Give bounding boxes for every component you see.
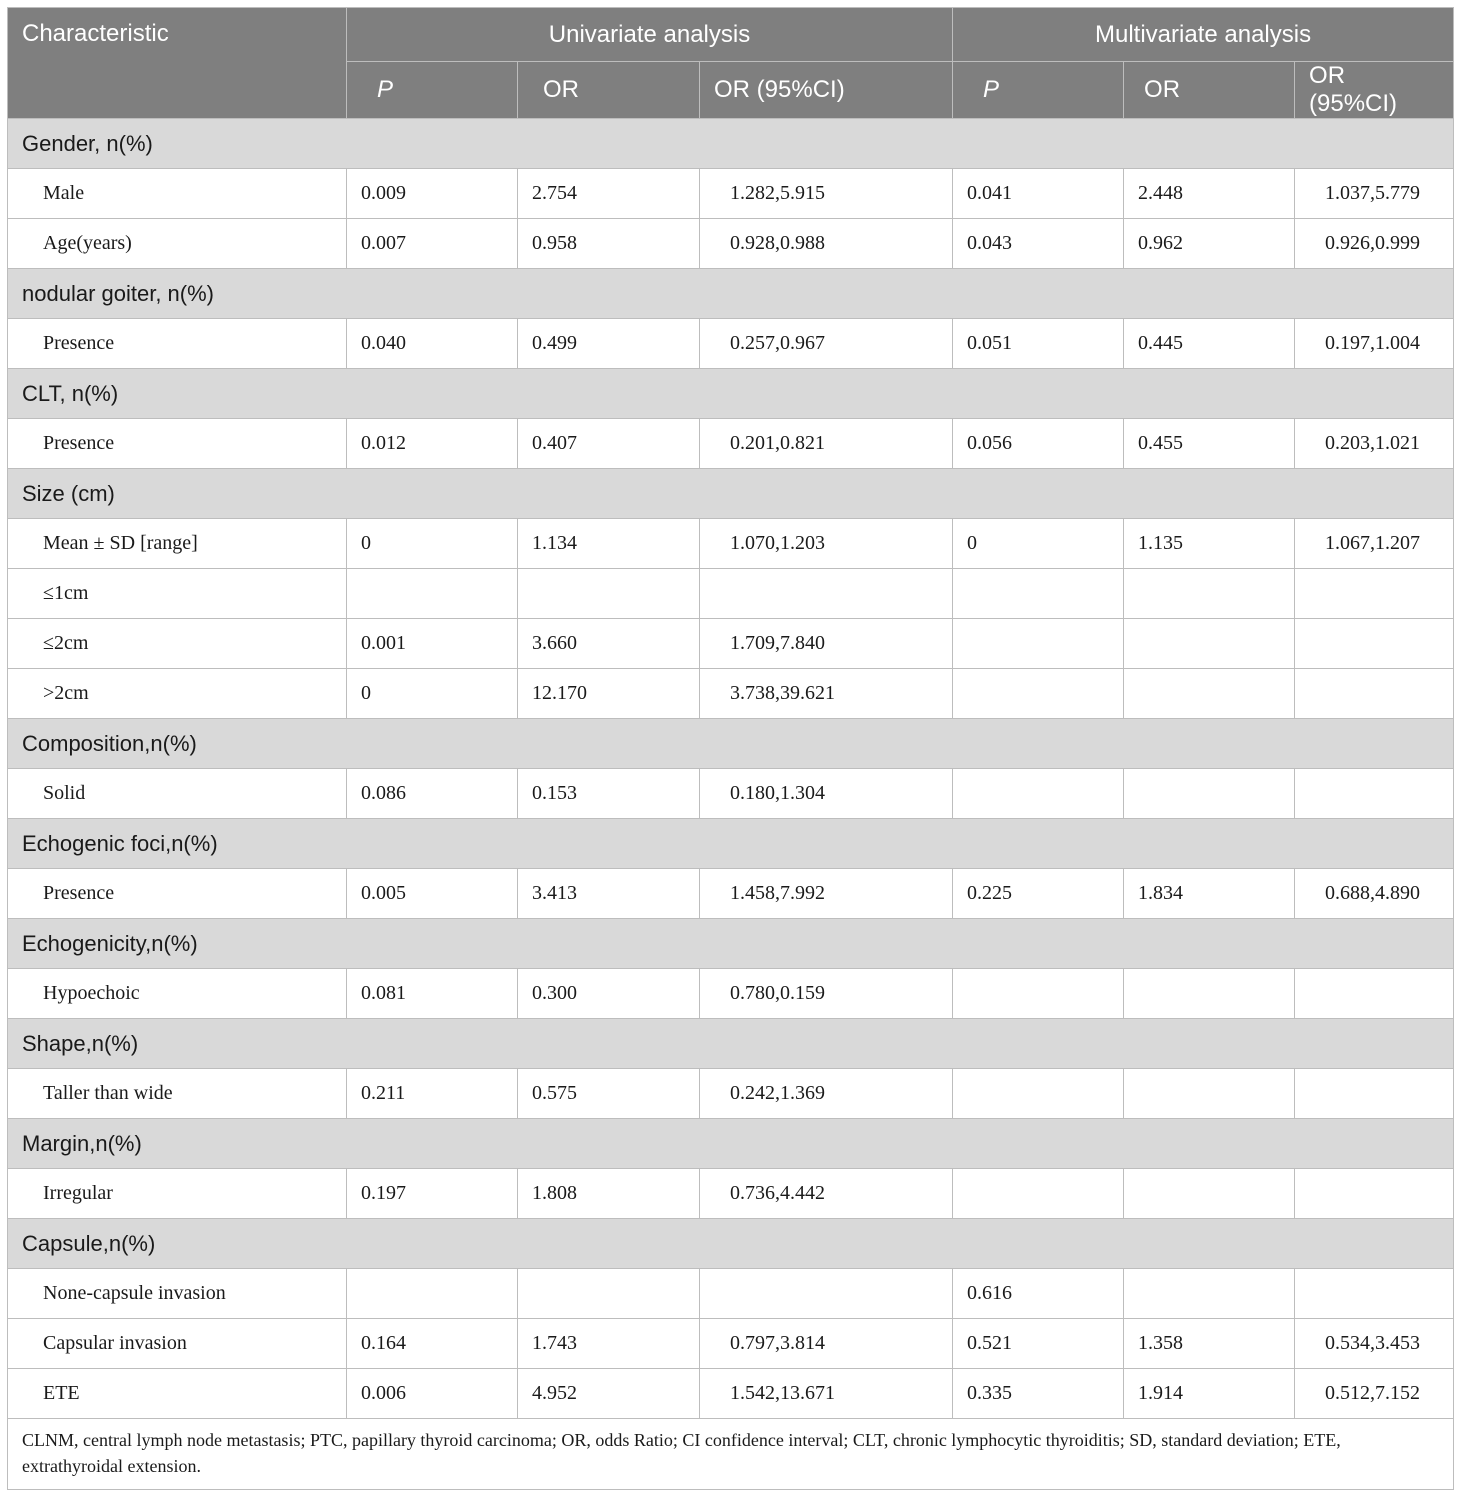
cell-uni-p: 0.211 xyxy=(347,1069,518,1119)
cell-uni-or xyxy=(518,569,700,619)
cell-multi-p: 0.041 xyxy=(953,169,1124,219)
section-row xyxy=(8,1119,1454,1169)
table-row xyxy=(8,169,1454,219)
cell-uni-ci: 0.242,1.369 xyxy=(700,1069,953,1119)
cell-uni-p: 0.006 xyxy=(347,1369,518,1419)
cell-uni-p: 0.086 xyxy=(347,769,518,819)
cell-multi-p: 0.616 xyxy=(953,1269,1124,1319)
section-row xyxy=(8,819,1454,869)
section-label: Margin,n(%) xyxy=(8,1119,1454,1169)
cell-multi-ci xyxy=(1295,1169,1454,1219)
cell-multi-ci: 0.688,4.890 xyxy=(1295,869,1454,919)
cell-multi-or: 1.834 xyxy=(1124,869,1295,919)
cell-multi-or: 0.445 xyxy=(1124,319,1295,369)
row-label: Presence xyxy=(8,419,347,469)
table-row xyxy=(8,569,1454,619)
cell-multi-or xyxy=(1124,1269,1295,1319)
row-label: None-capsule invasion xyxy=(8,1269,347,1319)
cell-uni-ci xyxy=(700,569,953,619)
cell-uni-p: 0.081 xyxy=(347,969,518,1019)
section-row xyxy=(8,719,1454,769)
subheader-multi-or: OR xyxy=(1124,62,1295,119)
row-label: Presence xyxy=(8,869,347,919)
cell-uni-or xyxy=(518,1269,700,1319)
cell-uni-or: 12.170 xyxy=(518,669,700,719)
table-row xyxy=(8,1069,1454,1119)
cell-uni-p: 0.005 xyxy=(347,869,518,919)
subheader-multi-ci: OR (95%CI) xyxy=(1295,62,1454,119)
cell-uni-p: 0 xyxy=(347,669,518,719)
cell-multi-ci: 0.203,1.021 xyxy=(1295,419,1454,469)
subheader-multi-p: P xyxy=(953,62,1124,119)
cell-multi-p xyxy=(953,769,1124,819)
subheader-uni-ci: OR (95%CI) xyxy=(700,62,953,119)
cell-uni-p: 0 xyxy=(347,519,518,569)
table-footnote: CLNM, central lymph node metastasis; PTC, papillary thyroid carcinoma; OR, odds Ratio; CI confidence interval; CLT, chronic lymphocytic thyroiditis; SD, standard deviation; ETE, extrathyroidal extension. xyxy=(8,1419,1454,1490)
row-label: Age(years) xyxy=(8,219,347,269)
cell-uni-ci xyxy=(700,1269,953,1319)
section-label: Composition,n(%) xyxy=(8,719,1454,769)
section-label: CLT, n(%) xyxy=(8,369,1454,419)
cell-uni-or: 3.413 xyxy=(518,869,700,919)
section-label: Capsule,n(%) xyxy=(8,1219,1454,1269)
cell-multi-p xyxy=(953,969,1124,1019)
cell-multi-ci: 0.926,0.999 xyxy=(1295,219,1454,269)
table-row xyxy=(8,619,1454,669)
section-row xyxy=(8,369,1454,419)
cell-uni-or: 0.958 xyxy=(518,219,700,269)
cell-multi-or xyxy=(1124,969,1295,1019)
cell-uni-or: 0.575 xyxy=(518,1069,700,1119)
cell-uni-or: 1.808 xyxy=(518,1169,700,1219)
table-row xyxy=(8,219,1454,269)
cell-multi-or: 2.448 xyxy=(1124,169,1295,219)
cell-uni-ci: 1.542,13.671 xyxy=(700,1369,953,1419)
cell-uni-p xyxy=(347,1269,518,1319)
table-row xyxy=(8,1269,1454,1319)
cell-uni-ci: 0.736,4.442 xyxy=(700,1169,953,1219)
cell-multi-p xyxy=(953,1069,1124,1119)
section-row xyxy=(8,1219,1454,1269)
cell-uni-p: 0.040 xyxy=(347,319,518,369)
row-label: Presence xyxy=(8,319,347,369)
cell-uni-ci: 1.282,5.915 xyxy=(700,169,953,219)
cell-uni-or: 4.952 xyxy=(518,1369,700,1419)
cell-uni-or: 1.134 xyxy=(518,519,700,569)
row-label: Taller than wide xyxy=(8,1069,347,1119)
cell-uni-p: 0.012 xyxy=(347,419,518,469)
cell-multi-ci xyxy=(1295,1269,1454,1319)
cell-multi-ci: 1.067,1.207 xyxy=(1295,519,1454,569)
cell-uni-or: 0.499 xyxy=(518,319,700,369)
cell-multi-or: 1.358 xyxy=(1124,1319,1295,1369)
table-row xyxy=(8,869,1454,919)
table-row xyxy=(8,1369,1454,1419)
cell-multi-p: 0.051 xyxy=(953,319,1124,369)
section-label: Size (cm) xyxy=(8,469,1454,519)
header-multivariate: Multivariate analysis xyxy=(953,8,1454,62)
row-label: Capsular invasion xyxy=(8,1319,347,1369)
cell-multi-or xyxy=(1124,569,1295,619)
cell-multi-ci xyxy=(1295,669,1454,719)
table-row xyxy=(8,769,1454,819)
section-row xyxy=(8,919,1454,969)
table-body xyxy=(8,119,1454,1419)
cell-multi-ci xyxy=(1295,1069,1454,1119)
table-row xyxy=(8,969,1454,1019)
row-label: Hypoechoic xyxy=(8,969,347,1019)
section-label: nodular goiter, n(%) xyxy=(8,269,1454,319)
cell-uni-or: 1.743 xyxy=(518,1319,700,1369)
cell-uni-p: 0.009 xyxy=(347,169,518,219)
cell-multi-ci xyxy=(1295,569,1454,619)
cell-multi-or: 0.455 xyxy=(1124,419,1295,469)
cell-multi-ci: 0.512,7.152 xyxy=(1295,1369,1454,1419)
cell-multi-p xyxy=(953,619,1124,669)
cell-uni-or: 0.153 xyxy=(518,769,700,819)
cell-multi-ci xyxy=(1295,619,1454,669)
row-label: ETE xyxy=(8,1369,347,1419)
cell-uni-p: 0.164 xyxy=(347,1319,518,1369)
cell-uni-ci: 1.709,7.840 xyxy=(700,619,953,669)
cell-multi-p xyxy=(953,669,1124,719)
header-univariate: Univariate analysis xyxy=(347,8,953,62)
section-label: Echogenicity,n(%) xyxy=(8,919,1454,969)
cell-multi-or xyxy=(1124,619,1295,669)
cell-multi-p xyxy=(953,569,1124,619)
section-row xyxy=(8,1019,1454,1069)
cell-uni-ci: 0.780,0.159 xyxy=(700,969,953,1019)
cell-multi-or xyxy=(1124,1169,1295,1219)
cell-multi-p: 0.056 xyxy=(953,419,1124,469)
cell-uni-p: 0.197 xyxy=(347,1169,518,1219)
cell-multi-or xyxy=(1124,669,1295,719)
row-label: Male xyxy=(8,169,347,219)
cell-multi-or xyxy=(1124,769,1295,819)
table-row xyxy=(8,669,1454,719)
cell-uni-ci: 0.928,0.988 xyxy=(700,219,953,269)
cell-multi-ci: 1.037,5.779 xyxy=(1295,169,1454,219)
section-row xyxy=(8,119,1454,169)
section-row xyxy=(8,469,1454,519)
table-row xyxy=(8,419,1454,469)
table-row xyxy=(8,319,1454,369)
row-label: ≤1cm xyxy=(8,569,347,619)
cell-multi-p: 0.335 xyxy=(953,1369,1124,1419)
cell-multi-or: 1.914 xyxy=(1124,1369,1295,1419)
cell-uni-or: 2.754 xyxy=(518,169,700,219)
table-row xyxy=(8,1169,1454,1219)
cell-uni-ci: 3.738,39.621 xyxy=(700,669,953,719)
cell-uni-or: 0.407 xyxy=(518,419,700,469)
row-label: Irregular xyxy=(8,1169,347,1219)
cell-multi-p: 0.225 xyxy=(953,869,1124,919)
cell-uni-ci: 0.201,0.821 xyxy=(700,419,953,469)
cell-multi-p: 0.521 xyxy=(953,1319,1124,1369)
cell-multi-p: 0.043 xyxy=(953,219,1124,269)
row-label: Mean ± SD [range] xyxy=(8,519,347,569)
cell-uni-ci: 1.458,7.992 xyxy=(700,869,953,919)
row-label: >2cm xyxy=(8,669,347,719)
section-label: Shape,n(%) xyxy=(8,1019,1454,1069)
cell-multi-ci xyxy=(1295,769,1454,819)
cell-multi-or xyxy=(1124,1069,1295,1119)
subheader-uni-or: OR xyxy=(518,62,700,119)
cell-uni-ci: 1.070,1.203 xyxy=(700,519,953,569)
cell-multi-ci: 0.197,1.004 xyxy=(1295,319,1454,369)
table-header xyxy=(8,8,1454,119)
section-label: Echogenic foci,n(%) xyxy=(8,819,1454,869)
subheader-uni-p: P xyxy=(347,62,518,119)
cell-multi-p xyxy=(953,1169,1124,1219)
row-label: Solid xyxy=(8,769,347,819)
regression-table xyxy=(7,7,1454,1490)
cell-multi-or: 0.962 xyxy=(1124,219,1295,269)
section-row xyxy=(8,269,1454,319)
table-row xyxy=(8,1319,1454,1369)
cell-uni-or: 3.660 xyxy=(518,619,700,669)
cell-multi-ci xyxy=(1295,969,1454,1019)
results-table-container xyxy=(7,7,1453,1490)
cell-uni-p: 0.007 xyxy=(347,219,518,269)
cell-uni-ci: 0.180,1.304 xyxy=(700,769,953,819)
table-row xyxy=(8,519,1454,569)
cell-uni-ci: 0.797,3.814 xyxy=(700,1319,953,1369)
section-label: Gender, n(%) xyxy=(8,119,1454,169)
cell-multi-p: 0 xyxy=(953,519,1124,569)
cell-uni-p: 0.001 xyxy=(347,619,518,669)
cell-multi-ci: 0.534,3.453 xyxy=(1295,1319,1454,1369)
header-characteristic: Characteristic xyxy=(8,8,347,119)
cell-uni-ci: 0.257,0.967 xyxy=(700,319,953,369)
cell-multi-or: 1.135 xyxy=(1124,519,1295,569)
cell-uni-or: 0.300 xyxy=(518,969,700,1019)
row-label: ≤2cm xyxy=(8,619,347,669)
cell-uni-p xyxy=(347,569,518,619)
